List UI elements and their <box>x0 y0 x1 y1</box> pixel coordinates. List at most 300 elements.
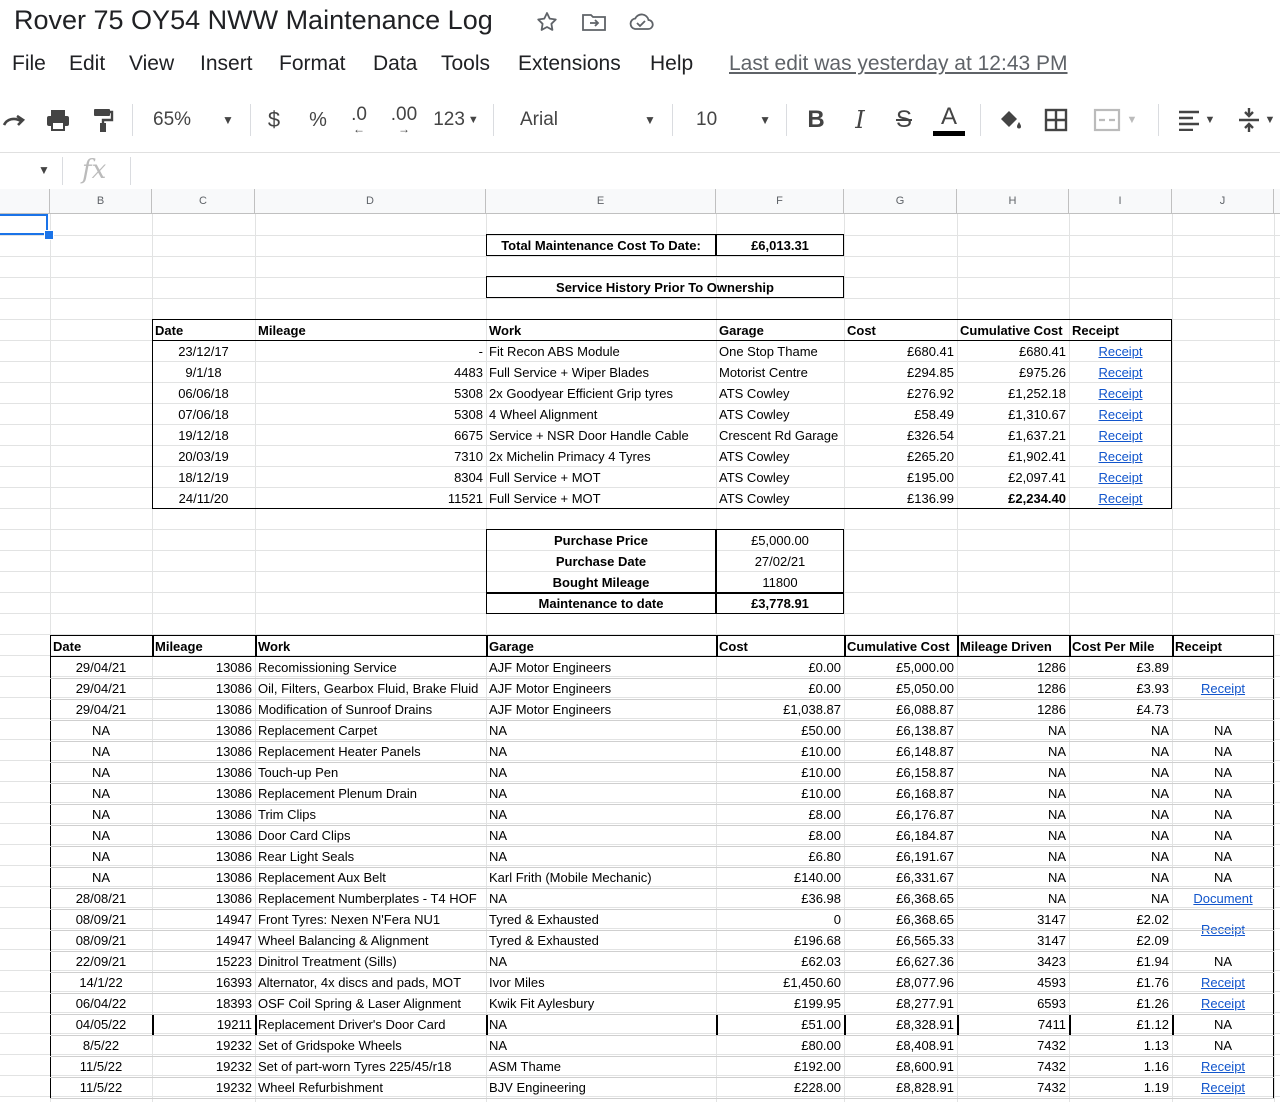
log-cell-cumulative-cost: £8,408.91 <box>896 1038 954 1053</box>
log-cell-cumulative-cost: £8,277.91 <box>896 996 954 1011</box>
log-cell-cost: £199.95 <box>794 996 841 1011</box>
log-cell-cumulative-cost: £8,600.91 <box>896 1059 954 1074</box>
font-family-select[interactable] <box>510 96 660 144</box>
name-box-chevron-icon[interactable]: ▼ <box>38 163 50 177</box>
text-color-label: A <box>940 102 957 130</box>
log-cell-date: NA <box>91 765 111 780</box>
zoom-value: 65% <box>153 109 192 130</box>
chevron-down-icon: ▼ <box>222 113 234 127</box>
log-cell-cost-per-mile: NA <box>1150 891 1169 906</box>
grid-row-line <box>0 298 1280 299</box>
menu-extensions[interactable]: Extensions <box>518 52 621 75</box>
log-cell-work: Set of Gridspoke Wheels <box>258 1038 402 1053</box>
log-cell-cost: £10.00 <box>801 744 841 759</box>
log-cell-mileage: 19211 <box>216 1017 252 1032</box>
log-cell-date: NA <box>91 828 111 843</box>
log-cell-mileage: 19232 <box>215 1080 252 1095</box>
log-cell-garage: Ivor Miles <box>489 975 545 990</box>
history-cell-garage: ATS Cowley <box>719 386 790 401</box>
log-cell-date: 11/5/22 <box>79 1059 123 1074</box>
log-cell-mileage: 18393 <box>215 996 252 1011</box>
percent-format-button[interactable]: % <box>309 108 327 131</box>
log-cell-work: Replacement Plenum Drain <box>258 786 417 801</box>
decrease-decimal-label: .0 <box>351 104 367 125</box>
log-cell-mileage: 13086 <box>215 828 252 843</box>
log-cell-receipt: NA <box>1213 1038 1233 1053</box>
log-cell-cost: £1,450.60 <box>783 975 841 990</box>
text-color-button[interactable] <box>932 96 966 144</box>
log-cell-date: 8/5/22 <box>82 1038 120 1053</box>
purchase-value: 27/02/21 <box>754 554 806 569</box>
log-cell-receipt: NA <box>1213 849 1233 864</box>
strikethrough-button[interactable]: S <box>895 106 912 133</box>
history-cell-cost: £326.54 <box>907 428 954 443</box>
history-cell-cost: £265.20 <box>907 449 954 464</box>
receipt-link[interactable]: Receipt <box>1200 922 1246 937</box>
log-cell-mileage-driven: 1286 <box>1037 702 1066 717</box>
log-cell-mileage-driven: NA <box>1047 891 1066 906</box>
log-cell-work: Replacement Driver's Door Card <box>258 1017 446 1032</box>
log-cell-cumulative-cost: £5,050.00 <box>896 681 954 696</box>
history-cell-work: Full Service + MOT <box>489 491 601 506</box>
log-cell-cumulative-cost: £6,168.87 <box>896 786 954 801</box>
last-edit-link[interactable]: Last edit was yesterday at 12:43 PM <box>729 52 1068 75</box>
history-header-mileage: Mileage <box>258 323 306 338</box>
column-header-c[interactable]: C <box>152 189 255 213</box>
log-cell-work: Modification of Sunroof Drains <box>258 702 433 717</box>
cloud-status-icon[interactable] <box>627 10 651 34</box>
purchase-label: Maintenance to date <box>538 596 664 611</box>
chevron-down-icon: ▼ <box>1264 114 1276 126</box>
log-cell-mileage-driven: NA <box>1047 849 1066 864</box>
history-cell-cumulative-cost: £1,252.18 <box>1008 386 1066 401</box>
column-header-f[interactable]: F <box>716 189 844 213</box>
grid-column-line <box>1274 214 1275 1102</box>
log-cell-cost-per-mile: NA <box>1150 849 1169 864</box>
document-title[interactable]: Rover 75 OY54 NWW Maintenance Log <box>14 5 493 35</box>
log-cell-receipt: NA <box>1213 765 1233 780</box>
receipt-link[interactable]: Receipt <box>1200 996 1246 1011</box>
history-cell-cumulative-cost: £975.26 <box>1019 365 1066 380</box>
log-cell-garage: AJF Motor Engineers <box>489 702 612 717</box>
receipt-link[interactable]: Receipt <box>1098 365 1143 380</box>
log-cell-date: 08/09/21 <box>75 933 127 948</box>
log-cell-garage: ASM Thame <box>489 1059 562 1074</box>
log-cell-mileage: 13086 <box>215 723 252 738</box>
log-cell-mileage: 13086 <box>215 849 252 864</box>
log-cell-date: NA <box>91 786 111 801</box>
menu-view[interactable]: View <box>129 52 175 75</box>
log-cell-mileage-driven: 7432 <box>1037 1080 1066 1095</box>
history-cell-garage: ATS Cowley <box>719 491 790 506</box>
history-cell-garage: One Stop Thame <box>719 344 818 359</box>
chevron-down-icon: ▼ <box>1126 114 1138 126</box>
log-cell-work: Set of part-worn Tyres 225/45/r18 <box>258 1059 452 1074</box>
redo-icon[interactable] <box>0 96 30 144</box>
history-cell-date: 9/1/18 <box>185 365 222 380</box>
chevron-down-icon: ▼ <box>759 113 772 127</box>
log-cell-cumulative-cost: £6,088.87 <box>896 702 954 717</box>
log-cell-work: Wheel Balancing & Alignment <box>258 933 429 948</box>
menu-help[interactable]: Help <box>650 52 694 75</box>
log-cell-work: Touch-up Pen <box>258 765 339 780</box>
fill-handle[interactable] <box>44 230 54 240</box>
log-cell-mileage-driven: 7432 <box>1037 1038 1066 1053</box>
log-cell-date: NA <box>91 744 111 759</box>
log-cell-garage: NA <box>489 849 508 864</box>
log-cell-mileage-driven: NA <box>1047 828 1066 843</box>
fill-color-icon[interactable] <box>995 96 1025 144</box>
log-cell-mileage-driven: 1286 <box>1037 681 1066 696</box>
toolbar-separator <box>1158 104 1159 136</box>
history-cell-mileage: - <box>478 344 483 359</box>
log-cell-cost-per-mile: NA <box>1150 807 1169 822</box>
receipt-link[interactable]: Document <box>1193 891 1253 906</box>
column-header-a[interactable] <box>0 189 50 213</box>
formula-separator <box>62 157 63 185</box>
receipt-link[interactable]: Receipt <box>1098 470 1143 485</box>
log-cell-mileage-driven: 6593 <box>1037 996 1066 1011</box>
log-cell-garage: NA <box>489 723 508 738</box>
merge-cells-icon[interactable] <box>1086 96 1144 144</box>
log-cell-mileage: 13086 <box>215 744 252 759</box>
history-cell-work: Full Service + MOT <box>489 470 601 485</box>
receipt-link[interactable]: Receipt <box>1200 1059 1246 1074</box>
log-header-garage: Garage <box>489 639 534 654</box>
log-cell-garage: NA <box>489 807 508 822</box>
log-cell-work: Door Card Clips <box>258 828 351 843</box>
log-cell-mileage: 15223 <box>215 954 252 969</box>
total-cost-value: £6,013.31 <box>751 238 809 253</box>
history-cell-garage: ATS Cowley <box>719 449 790 464</box>
log-cell-cost: £0.00 <box>808 660 841 675</box>
column-header-row <box>0 189 1280 214</box>
receipt-link[interactable]: Receipt <box>1098 449 1143 464</box>
log-cell-date: 22/09/21 <box>75 954 127 969</box>
receipt-link[interactable]: Receipt <box>1098 407 1143 422</box>
log-cell-cumulative-cost: £6,184.87 <box>896 828 954 843</box>
log-cell-mileage-driven: NA <box>1047 807 1066 822</box>
log-cell-garage: NA <box>489 786 508 801</box>
receipt-link[interactable]: Receipt <box>1200 681 1246 696</box>
log-cell-cost: £51.00 <box>801 1017 841 1032</box>
log-header-cumulative-cost: Cumulative Cost <box>847 639 950 654</box>
log-cell-date: 29/04/21 <box>75 660 127 675</box>
total-cost-label: Total Maintenance Cost To Date: <box>501 238 701 253</box>
column-header-j[interactable]: J <box>1172 189 1274 213</box>
log-cell-garage: NA <box>489 1017 508 1032</box>
history-cell-work: 2x Michelin Primacy 4 Tyres <box>489 449 651 464</box>
log-cell-cumulative-cost: £6,368.65 <box>896 891 954 906</box>
history-cell-cost: £195.00 <box>907 470 954 485</box>
log-cell-work: Recomissioning Service <box>258 660 397 675</box>
log-cell-cost: £8.00 <box>808 828 841 843</box>
log-cell-cumulative-cost: £6,331.67 <box>896 870 954 885</box>
formula-input[interactable] <box>132 153 1272 187</box>
log-cell-work: OSF Coil Spring & Laser Alignment <box>258 996 462 1011</box>
fx-icon: fx <box>82 155 107 185</box>
log-cell-cost-per-mile: NA <box>1150 744 1169 759</box>
log-cell-mileage: 14947 <box>215 912 252 927</box>
log-cell-cumulative-cost: £8,328.91 <box>896 1017 954 1032</box>
purchase-value: £5,000.00 <box>751 533 809 548</box>
log-cell-work: Alternator, 4x discs and pads, MOT <box>258 975 462 990</box>
receipt-link[interactable]: Receipt <box>1098 428 1143 443</box>
title-bar <box>0 0 1280 44</box>
currency-format-button[interactable]: $ <box>267 107 281 132</box>
log-cell-garage: NA <box>489 891 508 906</box>
log-cell-cost-per-mile: NA <box>1150 870 1169 885</box>
toolbar <box>0 96 1280 144</box>
log-cell-cost-per-mile: 1.13 <box>1143 1038 1169 1053</box>
log-cell-cumulative-cost: £6,148.87 <box>896 744 954 759</box>
borders-icon[interactable] <box>1040 96 1072 144</box>
history-cell-garage: Motorist Centre <box>719 365 808 380</box>
log-cell-garage: NA <box>489 1038 508 1053</box>
log-cell-receipt <box>1172 657 1274 678</box>
log-cell-date: 29/04/21 <box>75 681 127 696</box>
log-cell-mileage: 13086 <box>215 870 252 885</box>
log-cell-cumulative-cost: £6,627.36 <box>896 954 954 969</box>
log-cell-cost-per-mile: £1.12 <box>1136 1017 1169 1032</box>
history-cell-date: 18/12/19 <box>178 470 229 485</box>
zoom-select[interactable] <box>145 96 245 144</box>
log-cell-work: Oil, Filters, Gearbox Fluid, Brake Fluid <box>258 681 479 696</box>
log-cell-cumulative-cost: £6,158.87 <box>896 765 954 780</box>
log-cell-cost-per-mile: £3.93 <box>1136 681 1169 696</box>
selected-cell[interactable] <box>0 214 48 235</box>
log-cell-mileage: 16393 <box>215 975 252 990</box>
log-cell-receipt: NA <box>1213 807 1233 822</box>
menu-bar <box>0 48 1280 82</box>
log-cell-cost: 0 <box>833 912 841 927</box>
formula-separator <box>130 157 131 185</box>
log-cell-cost-per-mile: 1.19 <box>1143 1080 1169 1095</box>
log-cell-mileage-driven: NA <box>1047 765 1066 780</box>
italic-button[interactable]: I <box>855 106 865 134</box>
purchase-label: Purchase Price <box>554 533 648 548</box>
log-cell-garage: NA <box>489 828 508 843</box>
log-cell-garage: AJF Motor Engineers <box>489 681 612 696</box>
log-cell-work: Dinitrol Treatment (Sills) <box>258 954 397 969</box>
column-header-d[interactable]: D <box>255 189 486 213</box>
toolbar-separator <box>132 104 133 136</box>
log-cell-work: Trim Clips <box>258 807 317 822</box>
log-header-mileage: Mileage <box>155 639 203 654</box>
column-header-i[interactable]: I <box>1069 189 1172 213</box>
log-cell-mileage: 13086 <box>215 807 252 822</box>
log-cell-cost-per-mile: £1.26 <box>1136 996 1169 1011</box>
log-cell-receipt: NA <box>1213 828 1233 843</box>
log-cell-date: NA <box>91 807 111 822</box>
log-cell-date: 29/04/21 <box>75 702 127 717</box>
font-size-value: 10 <box>696 109 718 130</box>
increase-decimal-button[interactable] <box>388 96 420 144</box>
log-cell-mileage-driven: 7432 <box>1037 1059 1066 1074</box>
log-header-receipt: Receipt <box>1175 639 1222 654</box>
log-cell-mileage: 13086 <box>215 681 252 696</box>
log-cell-cost: £10.00 <box>801 765 841 780</box>
history-cell-garage: Crescent Rd Garage <box>719 428 839 443</box>
paint-format-icon[interactable] <box>88 96 118 144</box>
receipt-link[interactable]: Receipt <box>1098 344 1143 359</box>
log-cell-cost: £0.00 <box>808 681 841 696</box>
history-cell-garage: ATS Cowley <box>719 407 790 422</box>
vertical-align-icon[interactable] <box>1232 96 1280 144</box>
menu-tools[interactable]: Tools <box>441 52 491 75</box>
log-cell-receipt: NA <box>1213 723 1233 738</box>
menu-insert[interactable]: Insert <box>200 52 253 75</box>
toolbar-separator <box>250 104 251 136</box>
log-cell-mileage-driven: NA <box>1047 744 1066 759</box>
history-cell-work: 2x Goodyear Efficient Grip tyres <box>489 386 674 401</box>
log-cell-garage: NA <box>489 765 508 780</box>
history-cell-work: Full Service + Wiper Blades <box>489 365 650 380</box>
log-cell-mileage: 13086 <box>215 702 252 717</box>
log-cell-mileage-driven: 1286 <box>1037 660 1066 675</box>
decrease-decimal-button[interactable] <box>344 96 374 144</box>
log-header-cost-per-mile: Cost Per Mile <box>1072 639 1155 654</box>
history-cell-cost: £294.85 <box>907 365 954 380</box>
log-cell-mileage-driven: NA <box>1047 870 1066 885</box>
log-cell-cumulative-cost: £5,000.00 <box>896 660 954 675</box>
log-header-mileage-driven: Mileage Driven <box>960 639 1052 654</box>
log-cell-cost: £36.98 <box>801 891 841 906</box>
log-cell-cost: £62.03 <box>801 954 841 969</box>
log-cell-mileage-driven: 7411 <box>1038 1017 1066 1032</box>
history-header-receipt: Receipt <box>1072 323 1119 338</box>
receipt-link[interactable]: Receipt <box>1098 386 1143 401</box>
log-cell-mileage: 13086 <box>215 891 252 906</box>
log-header-date: Date <box>53 639 82 654</box>
history-cell-cumulative-cost: £680.41 <box>1019 344 1066 359</box>
log-cell-cost-per-mile: £1.94 <box>1136 954 1169 969</box>
log-cell-cost-per-mile: NA <box>1150 723 1169 738</box>
log-cell-cost: £196.68 <box>794 933 841 948</box>
history-cell-mileage: 7310 <box>454 449 483 464</box>
history-cell-date: 24/11/20 <box>178 491 229 506</box>
history-cell-cost: £680.41 <box>907 344 954 359</box>
receipt-link[interactable]: Receipt <box>1200 975 1246 990</box>
log-header-cost: Cost <box>719 639 748 654</box>
more-formats-button[interactable] <box>430 96 482 144</box>
log-cell-cost-per-mile: NA <box>1150 786 1169 801</box>
log-cell-cost: £10.00 <box>801 786 841 801</box>
history-cell-work: Fit Recon ABS Module <box>489 344 620 359</box>
log-cell-receipt: NA <box>1213 870 1233 885</box>
increase-decimal-label: .00 <box>390 104 418 125</box>
log-cell-cost: £8.00 <box>808 807 841 822</box>
log-cell-cost-per-mile: £3.89 <box>1136 660 1169 675</box>
log-cell-mileage-driven: 3423 <box>1037 954 1066 969</box>
history-cell-date: 06/06/18 <box>178 386 229 401</box>
font-size-select[interactable] <box>688 96 778 144</box>
receipt-link[interactable]: Receipt <box>1098 491 1143 506</box>
history-title: Service History Prior To Ownership <box>556 280 774 295</box>
history-cell-mileage: 8304 <box>454 470 483 485</box>
log-cell-receipt: NA <box>1213 1017 1233 1032</box>
history-cell-mileage: 6675 <box>454 428 483 443</box>
log-cell-cost: £1,038.87 <box>783 702 841 717</box>
column-header-b[interactable]: B <box>50 189 152 213</box>
history-cell-date: 07/06/18 <box>178 407 229 422</box>
column-header-h[interactable]: H <box>957 189 1069 213</box>
log-cell-receipt: NA <box>1213 954 1233 969</box>
log-cell-cost-per-mile: £2.09 <box>1136 933 1169 948</box>
history-cell-work: 4 Wheel Alignment <box>489 407 598 422</box>
menu-format[interactable]: Format <box>279 52 346 75</box>
toolbar-separator <box>980 104 981 136</box>
menu-file[interactable]: File <box>12 52 46 75</box>
log-cell-date: 28/08/21 <box>75 891 127 906</box>
log-cell-cumulative-cost: £6,138.87 <box>896 723 954 738</box>
log-cell-garage: Karl Frith (Mobile Mechanic) <box>489 870 652 885</box>
log-cell-date: 06/04/22 <box>75 996 127 1011</box>
print-icon[interactable] <box>42 96 74 144</box>
history-cell-cumulative-cost: £1,902.41 <box>1008 449 1066 464</box>
column-header-g[interactable]: G <box>844 189 957 213</box>
toolbar-separator <box>672 104 673 136</box>
receipt-link[interactable]: Receipt <box>1200 1080 1246 1095</box>
history-cell-cost: £276.92 <box>907 386 954 401</box>
log-cell-receipt: NA <box>1213 744 1233 759</box>
log-cell-work: Replacement Carpet <box>258 723 378 738</box>
formula-bar <box>0 152 1280 190</box>
history-cell-garage: ATS Cowley <box>719 470 790 485</box>
log-cell-mileage: 19232 <box>215 1059 252 1074</box>
bold-button[interactable]: B <box>807 106 825 133</box>
grid-row-line <box>0 256 1280 257</box>
history-header-cost: Cost <box>847 323 876 338</box>
column-header-e[interactable]: E <box>486 189 716 213</box>
history-cell-cumulative-cost: £1,310.67 <box>1008 407 1066 422</box>
log-cell-cost: £192.00 <box>794 1059 841 1074</box>
star-icon[interactable] <box>535 10 559 34</box>
log-cell-mileage: 19232 <box>215 1038 252 1053</box>
history-cell-mileage: 5308 <box>454 386 483 401</box>
log-cell-mileage: 13086 <box>215 786 252 801</box>
log-cell-cost-per-mile: £4.73 <box>1136 702 1169 717</box>
log-cell-work: Replacement Numberplates - T4 HOF <box>258 891 477 906</box>
log-cell-date: 08/09/21 <box>75 912 127 927</box>
text-color-swatch <box>933 131 965 136</box>
log-cell-cost-per-mile: £1.76 <box>1136 975 1169 990</box>
menu-edit[interactable]: Edit <box>69 52 106 75</box>
log-cell-garage: NA <box>489 954 508 969</box>
menu-data[interactable]: Data <box>373 52 418 75</box>
history-cell-mileage: 4483 <box>454 365 483 380</box>
chevron-down-icon: ▼ <box>467 114 479 126</box>
toolbar-separator <box>786 104 787 136</box>
log-cell-cost: £6.80 <box>808 849 841 864</box>
log-cell-cumulative-cost: £8,828.91 <box>896 1080 954 1095</box>
history-cell-date: 19/12/18 <box>178 428 229 443</box>
log-cell-receipt <box>1172 699 1274 720</box>
move-to-folder-icon[interactable] <box>581 10 605 34</box>
log-cell-garage: AJF Motor Engineers <box>489 660 612 675</box>
log-cell-mileage: 14947 <box>215 933 252 948</box>
horizontal-align-icon[interactable] <box>1170 96 1222 144</box>
log-cell-mileage-driven: NA <box>1047 786 1066 801</box>
purchase-value: £3,778.91 <box>751 596 809 611</box>
log-row-rule <box>50 1098 1274 1099</box>
history-header-date: Date <box>155 323 184 338</box>
log-cell-date: NA <box>91 849 111 864</box>
log-cell-garage: BJV Engineering <box>489 1080 586 1095</box>
purchase-value: 11800 <box>762 575 798 590</box>
history-cell-mileage: 5308 <box>454 407 483 422</box>
arrow-right-icon: → <box>398 122 410 136</box>
